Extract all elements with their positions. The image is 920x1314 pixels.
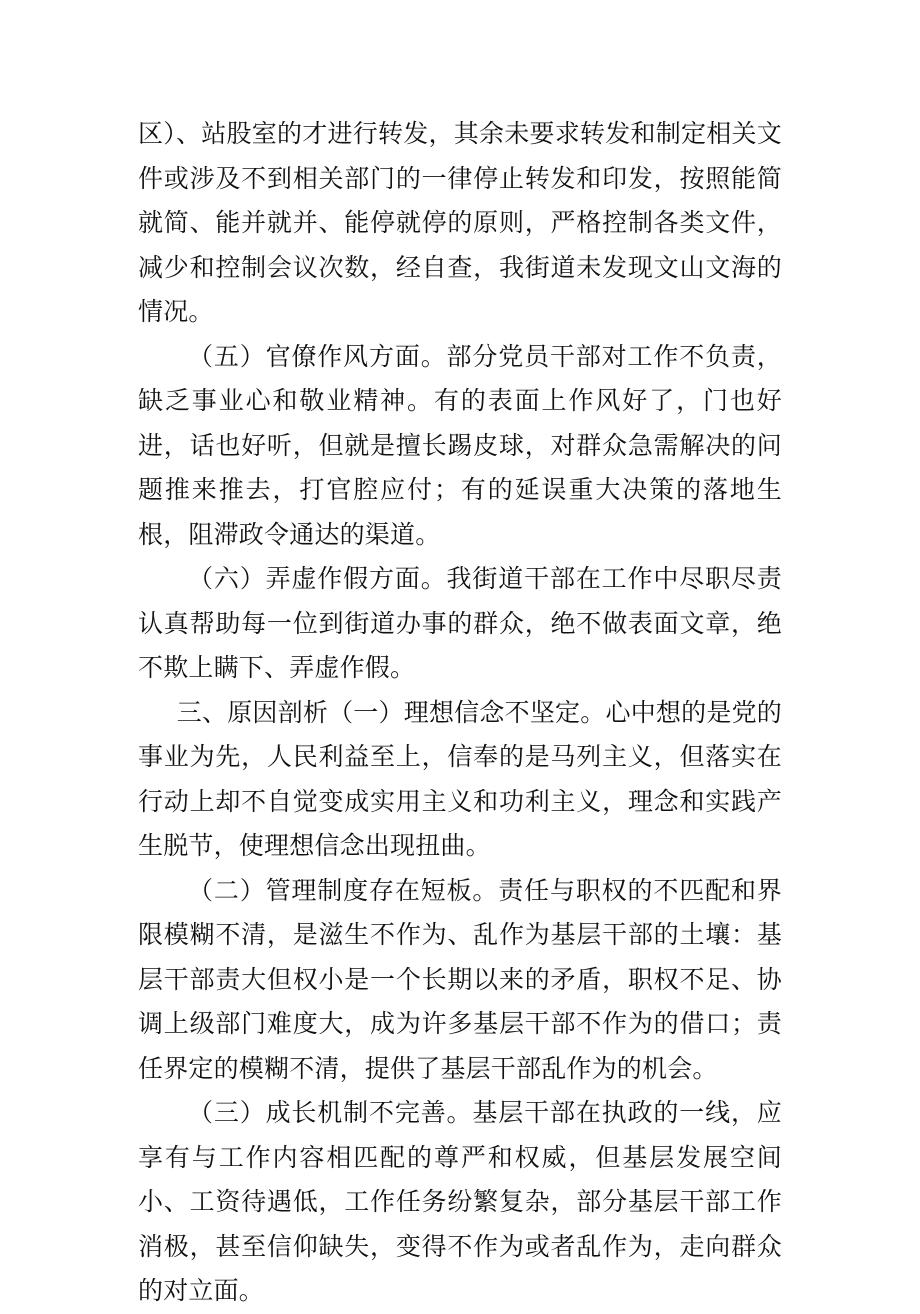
paragraph-bureaucratism: （五）官僚作风方面。部分党员干部对工作不负责，缺乏事业心和敬业精神。有的表面上作风好了，门也好进，话也好听，但就是擅长踢皮球，对群众急需解决的问题推来推去，打官腔应付；有的延误重大决策的落地生根，阻滞政令通达的渠道。 [138, 341, 782, 549]
paragraph-growth-mechanism: （三）成长机制不完善。基层干部在执政的一线，应享有与工作内容相匹配的尊严和权威，但基层发展空间小、工资待遇低，工作任务纷繁复杂，部分基层干部工作消极，甚至信仰缺失，变得不作为或者乱作为，走向群众的对立面。 [138, 1098, 782, 1305]
paragraph-continuation: 区）、站股室的才进行转发，其余未要求转发和制定相关文件或涉及不到相关部门的一律停止转发和印发，按照能简就简、能并就并、能停就停的原则，严格控制各类文件，减少和控制会议次数，经自查，我街道未发现文山文海的情况。 [138, 119, 782, 326]
paragraph-management-system: （二）管理制度存在短板。责任与职权的不匹配和界限模糊不清，是滋生不作为、乱作为基层干部的土壤：基层干部责大但权小是一个长期以来的矛盾，职权不足、协调上级部门难度大，成为许多基层干部不作为的借口；责任界定的模糊不清，提供了基层干部乱作为的机会。 [138, 875, 782, 1083]
paragraph-fraud: （六）弄虚作假方面。我街道干部在工作中尽职尽责认真帮助每一位到街道办事的群众，绝不做表面文章，绝不欺上瞒下、弄虚作假。 [138, 564, 782, 682]
paragraph-cause-analysis: 三、原因剖析（一）理想信念不坚定。心中想的是党的事业为先，人民利益至上，信奉的是马列主义，但落实在行动上却不自觉变成实用主义和功利主义，理念和实践产生脱节，使理想信念出现扭曲。 [138, 697, 782, 860]
body-text [138, 112, 782, 1314]
